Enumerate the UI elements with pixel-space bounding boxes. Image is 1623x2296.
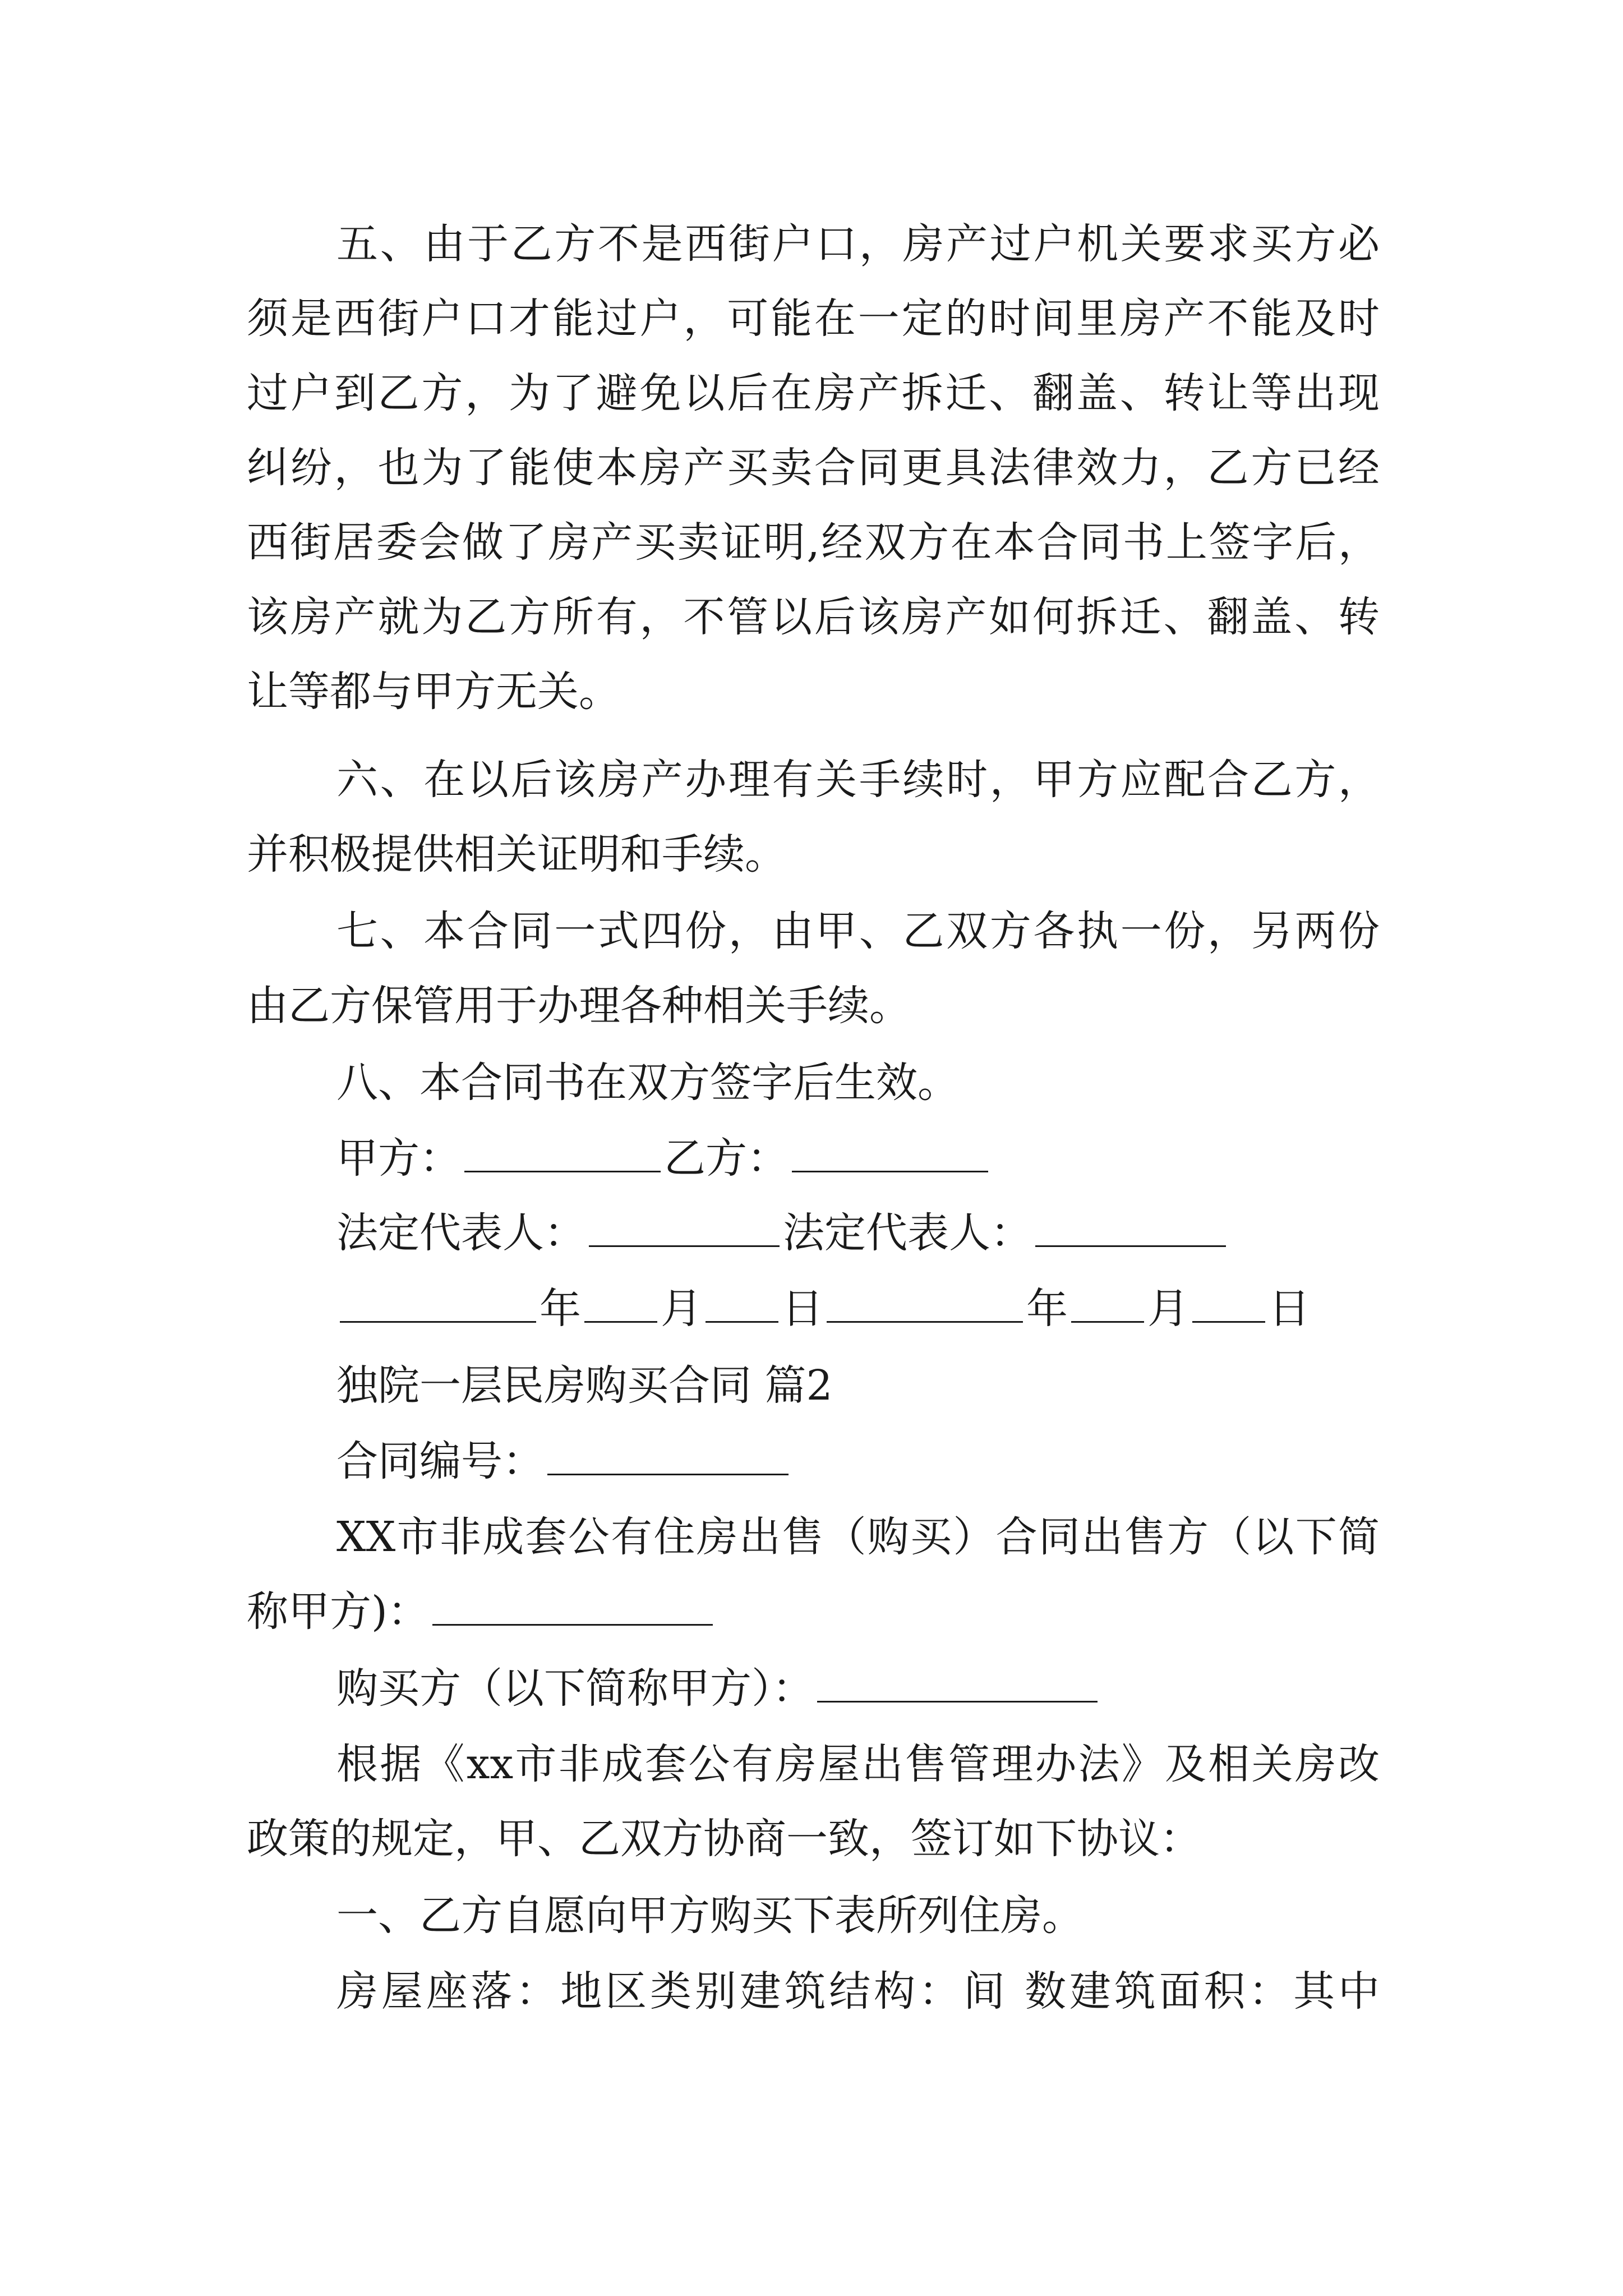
date-b-day-blank[interactable] — [1192, 1286, 1265, 1323]
date-a-year-label: 年 — [540, 1285, 581, 1333]
para5-line-4: 纠纷，也为了能使本房产买卖合同更具法律效力，乙方已经 — [247, 444, 1380, 492]
representative-line — [336, 1205, 1380, 1261]
clause1: 一、乙方自愿向甲方购买下表所列住房。 — [336, 1892, 1083, 1940]
rep-a-label: 法定代表人： — [336, 1209, 585, 1257]
para5-line-2: 须是西街户口才能过户，可能在一定的时间里房产不能及时 — [247, 295, 1380, 343]
party-line — [336, 1130, 1380, 1186]
seller-blank[interactable] — [432, 1589, 713, 1626]
date-a-month-label: 月 — [661, 1285, 702, 1333]
house-info: 房屋座落：地区类别建筑结构：间 数建筑面积：其中 — [336, 1967, 1380, 2016]
seller-line-1: XX市非成套公有住房出售（购买）合同出售方（以下简 — [336, 1513, 1380, 1561]
rep-b-label: 法定代表人： — [783, 1209, 1032, 1257]
para5-line-6: 该房产就为乙方所有，不管以后该房产如何拆迁、翻盖、转 — [247, 593, 1380, 641]
date-b-month-blank[interactable] — [1071, 1286, 1144, 1323]
contract-number-label: 合同编号： — [336, 1437, 544, 1485]
date-b-year-blank[interactable] — [827, 1286, 1023, 1323]
date-a-day-label: 日 — [782, 1285, 823, 1333]
rep-b-signature-blank[interactable] — [1035, 1211, 1226, 1247]
seller-line-2 — [247, 1584, 1380, 1640]
buyer-label: 购买方（以下简称甲方）： — [336, 1664, 814, 1713]
para5-line-1: 五、由于乙方不是西街户口，房产过户机关要求买方必 — [336, 220, 1380, 268]
buyer-line — [336, 1660, 1380, 1717]
para5-line-3: 过户到乙方，为了避免以后在房产拆迁、翻盖、转让等出现 — [247, 369, 1380, 417]
date-a-month-blank[interactable] — [584, 1286, 657, 1323]
basis-line-2: 政策的规定，甲、乙双方协商一致，签订如下协议： — [247, 1815, 1201, 1863]
section2-title: 独院一层民房购买合同 篇2 — [336, 1361, 833, 1410]
para6-line-1: 六、在以后该房产办理有关手续时，甲方应配合乙方， — [336, 756, 1380, 804]
date-b-year-label: 年 — [1026, 1285, 1068, 1333]
basis-line-1: 根据《xx市非成套公有房屋出售管理办法》及相关房改 — [336, 1740, 1380, 1788]
party-a-signature-blank[interactable] — [464, 1136, 661, 1172]
seller-label: 称甲方)： — [247, 1588, 429, 1636]
date-a-day-blank[interactable] — [706, 1286, 778, 1323]
date-a-year-blank[interactable] — [340, 1286, 536, 1323]
party-b-label: 乙方： — [664, 1134, 789, 1182]
contract-number-blank[interactable] — [547, 1439, 789, 1475]
contract-number-line — [336, 1433, 1380, 1489]
para6-line-2: 并积极提供相关证明和手续。 — [247, 830, 786, 878]
buyer-blank[interactable] — [817, 1666, 1098, 1703]
para5-line-5: 西街居委会做了房产买卖证明,经双方在本合同书上签字后， — [247, 518, 1380, 567]
party-a-label: 甲方： — [336, 1134, 461, 1182]
date-b-day-label: 日 — [1269, 1285, 1310, 1333]
para5-line-7: 让等都与甲方无关。 — [247, 668, 620, 716]
party-b-signature-blank[interactable] — [792, 1136, 988, 1172]
para7-line-2: 由乙方保管用于办理各种相关手续。 — [247, 982, 911, 1030]
para8: 八、本合同书在双方签字后生效。 — [336, 1059, 959, 1107]
date-b-month-label: 月 — [1147, 1285, 1189, 1333]
para7-line-1: 七、本合同一式四份，由甲、乙双方各执一份，另两份 — [336, 907, 1380, 955]
rep-a-signature-blank[interactable] — [589, 1211, 780, 1247]
date-line — [336, 1281, 1380, 1337]
